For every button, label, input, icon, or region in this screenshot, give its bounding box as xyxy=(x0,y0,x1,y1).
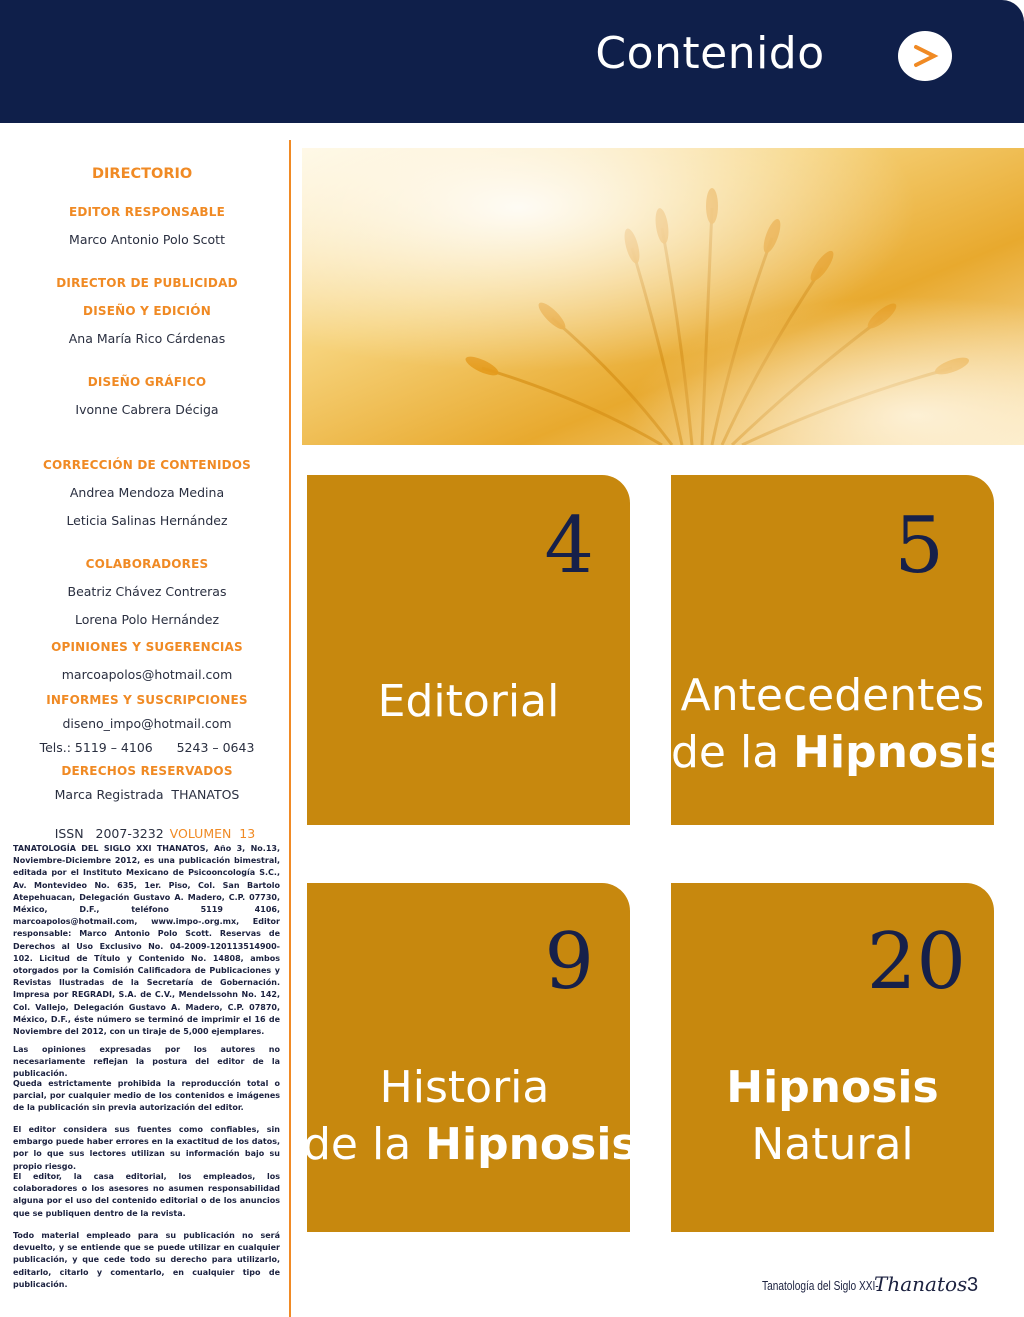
graphic-design-name: Ivonne Cabrera Déciga xyxy=(75,402,219,417)
contents-item-hipnosis-natural[interactable] xyxy=(671,883,994,1232)
article-title-line: Editorial xyxy=(377,676,560,727)
legal-paragraph: TANATOLOGÍA DEL SIGLO XXI THANATOS, Año 3, No.13, Noviembre-Diciembre 2012, es una publicación bimestral, editada por el Instituto Mexicano de Psicooncología S.C., Av. Montevideo No. 635, 1er. Piso, Col. San Bartolo Atepehuacan, Delegación Gustavo A. Madero, C.P. 07730, México, D.F., teléfono 5119 4106, marcoapolos@hotmail.com, www.impo-.org.mx, Editor responsable: Marco Antonio Polo Scott. Reservas de Derechos al Uso Exclusivo No. 04-2009-120113514900-102. Licitud de Título y Contenido No. 14808, ambos otorgados por la Comisión Calificadora de Publicaciones y Revistas Ilustradas de la Secretaría de Gobernación. Impresa por REGRADI, S.A. de C.V., Mendelssohn No. 142, Col. Vallejo, Delegación Gustavo A. Madero, C.P. 07870, México, D.F., éste número se terminó de imprimir el 16 de Noviembre del 2012, con un tiraje de 5,000 ejemplares. xyxy=(13,844,280,1037)
legal-paragraph: Queda estrictamente prohibida la reproducción total o parcial, por cualquier medio de los contenidos e imágenes de la publicación sin previa autorización del editor. xyxy=(13,1079,280,1113)
page-header xyxy=(0,0,1024,123)
graphic-design-label: DISEÑO GRÁFICO xyxy=(87,375,207,389)
article-title-line: de la Hipnosis xyxy=(671,727,1006,779)
collaborator-name: Lorena Polo Hernández xyxy=(74,612,220,627)
trademark: Marca Registrada THANATOS xyxy=(54,787,240,802)
page-number: 20 xyxy=(866,917,966,1007)
opinions-label: OPINIONES Y SUGERENCIAS xyxy=(51,640,243,654)
article-title xyxy=(671,667,1006,781)
footer-page-number: 3 xyxy=(967,1274,979,1296)
editor-name: Marco Antonio Polo Scott xyxy=(69,232,225,247)
legal-paragraph: El editor considera sus fuentes como confiables, sin embargo puede haber errores en la exactitud de los datos, por lo que sus lectores utilizan su información bajo su propio riesgo. xyxy=(13,1125,280,1171)
rights-label: DERECHOS RESERVADOS xyxy=(61,764,233,778)
contents-item-historia[interactable] xyxy=(303,883,638,1232)
next-page-button[interactable] xyxy=(898,31,952,81)
cover-photo xyxy=(302,148,1024,445)
footer-magazine-name: Tanatología del Siglo XXI- xyxy=(762,1278,879,1293)
collaborators-label: COLABORADORES xyxy=(85,557,209,571)
chevron-right-icon xyxy=(911,43,939,69)
page-title: Contenido xyxy=(595,28,825,79)
page-footer xyxy=(762,1272,992,1302)
collaborator-name: Beatriz Chávez Contreras xyxy=(67,584,227,599)
legal-paragraph: Todo material empleado para su publicación no será devuelto, y se entiende que se puede utilizar en cualquier publicación, y que cede todo su derecho para utilizarlo, editarlo, citarlo y comentarlo, en cualquier tipo de publicación. xyxy=(13,1231,280,1289)
design-edit-label: DISEÑO Y EDICIÓN xyxy=(83,304,211,318)
article-title xyxy=(303,1059,638,1173)
phone-numbers: Tels.: 5119 – 4106 5243 – 0643 xyxy=(39,740,255,755)
info-email[interactable]: diseno_impo@hotmail.com xyxy=(62,716,232,731)
correction-name: Andrea Mendoza Medina xyxy=(69,485,225,500)
opinions-email[interactable]: marcoapolos@hotmail.com xyxy=(61,667,233,682)
article-title-line: de la Hipnosis xyxy=(303,1119,638,1171)
contents-item-editorial[interactable] xyxy=(307,475,630,825)
legal-paragraph: Las opiniones expresadas por los autores no necesariamente reflejan la postura del editor de la publicación. xyxy=(13,1045,280,1079)
page-number: 9 xyxy=(544,917,594,1007)
article-title-line: Historia xyxy=(379,1062,550,1113)
correction-name: Leticia Salinas Hernández xyxy=(66,513,228,528)
article-title xyxy=(307,673,630,730)
footer-brand: Thanatos xyxy=(874,1272,968,1296)
info-label: INFORMES Y SUSCRIPCIONES xyxy=(46,693,248,707)
contents-item-antecedentes[interactable] xyxy=(671,475,1006,825)
legal-paragraph: El editor, la casa editorial, los empleados, los colaboradores o los asesores no asumen responsabilidad alguna por el uso del contenido editorial o de los anuncios que se publiquen dentro de la revista. xyxy=(13,1172,280,1218)
publicity-label: DIRECTOR DE PUBLICIDAD xyxy=(56,276,238,290)
editor-label: EDITOR RESPONSABLE xyxy=(68,205,226,219)
page-number: 4 xyxy=(544,501,594,591)
issn: ISSN 2007-3232 xyxy=(54,826,164,841)
volume: VOLUMEN 13 xyxy=(169,826,256,841)
article-title-line: Natural xyxy=(751,1119,914,1171)
article-title-line: Hipnosis xyxy=(726,1062,939,1113)
correction-label: CORRECCIÓN DE CONTENIDOS xyxy=(42,458,252,472)
design-edit-name: Ana María Rico Cárdenas xyxy=(68,331,226,346)
article-title-line: Antecedentes xyxy=(680,670,985,721)
page-number: 5 xyxy=(894,501,944,591)
directory-title: DIRECTORIO xyxy=(92,166,193,182)
article-title xyxy=(671,1059,994,1173)
